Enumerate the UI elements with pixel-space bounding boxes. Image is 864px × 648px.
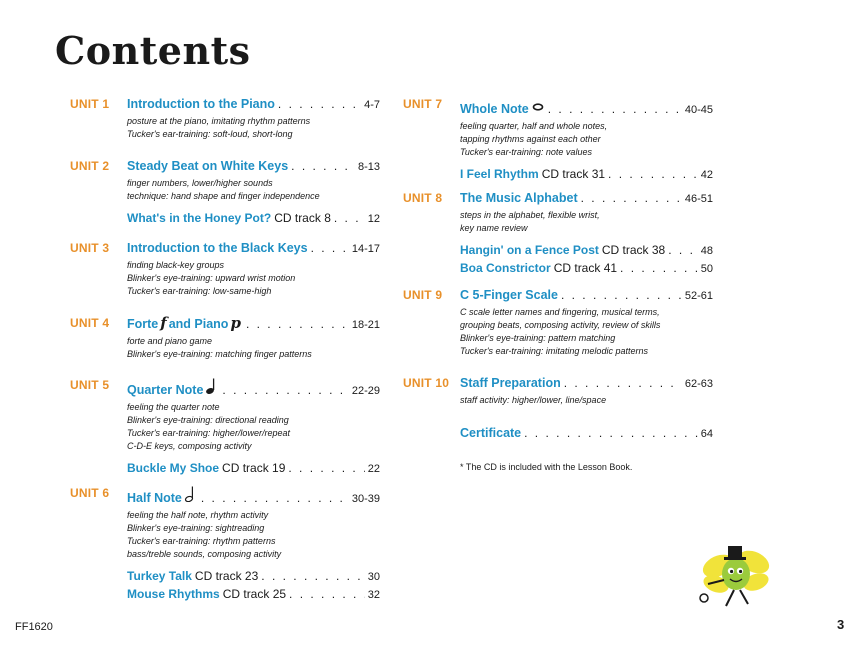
unit-description: feeling the quarter note Blinker's eye-training: directional reading Tucker's ear-training: higher/lower/repeat C-D-E keys, composing activity (127, 402, 290, 451)
page-number: 3 (837, 617, 845, 632)
unit-description: finger numbers, lower/higher sounds technique: hand shape and finger independence (127, 178, 320, 201)
unit-label: UNIT 9 (403, 288, 443, 302)
book-code: FF1620 (15, 621, 53, 633)
unit-description: staff activity: higher/lower, line/space (460, 395, 607, 405)
unit-label: UNIT 3 (70, 241, 110, 255)
unit-label: UNIT 6 (70, 486, 110, 500)
forte-symbol: f (160, 314, 167, 332)
unit-description: finding black-key groups Blinker's eye-training: upward wrist motion Tucker's ear-training: low-same-high (127, 260, 296, 296)
unit-title-link[interactable]: The Music Alphabet . . . 46-51 (460, 191, 713, 207)
piano-symbol: p (230, 314, 241, 332)
unit-description: posture at the piano, imitating rhythm patterns Tucker's ear-training: soft-loud, short-long (127, 116, 311, 139)
half-note-icon (184, 486, 198, 502)
unit-description: C scale letter names and fingering, musical terms, grouping beats, composing activity, review of skills Blinker's eye-training: pattern matching Tucker's ear-training: imitating melodic patterns (460, 307, 661, 356)
page-range: 46-51 (684, 193, 713, 205)
page-title: Contents (55, 28, 251, 73)
unit-label: UNIT 1 (70, 97, 110, 111)
whole-note-icon (531, 97, 545, 113)
page-range: 4-7 (364, 99, 380, 111)
unit-description: feeling the half note, rhythm activity Blinker's eye-training: sightreading Tucker's ear-training: rhythm patterns bass/treble sounds, composing activity (127, 510, 282, 559)
unit-label: UNIT 5 (70, 378, 110, 392)
unit-title-link[interactable]: Half Note . . . 30-39 (127, 486, 380, 507)
footnote: * The CD is included with the Lesson Book. (460, 462, 633, 472)
certificate-link[interactable]: Certificate . . . 64 (460, 426, 713, 442)
page-range: 18-21 (351, 319, 380, 331)
unit-title-link[interactable]: C 5-Finger Scale . . . 52-61 (460, 288, 713, 304)
unit-title-link[interactable]: Forte f and Piano p . . . 18-21 (127, 316, 380, 333)
unit-description: feeling quarter, half and whole notes, tapping rhythms against each other Tucker's ear-training: note values (460, 121, 608, 157)
unit-title-link[interactable]: Quarter Note . . . 22-29 (127, 378, 380, 399)
page-range: 30-39 (351, 493, 380, 505)
song-entry[interactable]: Hangin' on a Fence Post CD track 38 . . . 48 (460, 243, 713, 259)
page-range: 14-17 (351, 243, 380, 255)
page-range: 8-13 (357, 161, 380, 173)
page-range: 52-61 (684, 290, 713, 302)
unit-description: forte and piano game Blinker's eye-training: matching finger patterns (127, 336, 312, 359)
unit-label: UNIT 8 (403, 191, 443, 205)
song-entry[interactable]: Mouse Rhythms CD track 25 . . . 32 (127, 587, 380, 603)
unit-label: UNIT 4 (70, 316, 110, 330)
unit-label: UNIT 7 (403, 97, 443, 111)
unit-title-link[interactable]: Introduction to the Black Keys . . . 14-17 (127, 241, 380, 257)
song-entry[interactable]: Boa Constrictor CD track 41 . . . 50 (460, 261, 713, 277)
song-entry[interactable]: What's in the Honey Pot? CD track 8 . . . 12 (127, 211, 380, 227)
song-entry[interactable]: Turkey Talk CD track 23 . . . 30 (127, 569, 380, 585)
page-range: 62-63 (684, 378, 713, 390)
unit-title-link[interactable]: Whole Note . . . 40-45 (460, 97, 713, 118)
unit-label: UNIT 2 (70, 159, 110, 173)
unit-description: steps in the alphabet, flexible wrist, key name review (460, 210, 600, 233)
unit-label: UNIT 10 (403, 376, 450, 390)
page-range: 22-29 (351, 385, 380, 397)
unit-title-link[interactable]: Staff Preparation . . . 62-63 (460, 376, 713, 392)
song-entry[interactable]: I Feel Rhythm CD track 31 . . . 42 (460, 167, 713, 183)
page-range: 40-45 (684, 104, 713, 116)
unit-title-link[interactable]: Steady Beat on White Keys . . . 8-13 (127, 159, 380, 175)
quarter-note-icon (205, 378, 219, 394)
firefly-mascot-illustration (696, 540, 778, 612)
unit-title-link[interactable]: Introduction to the Piano . . . 4-7 (127, 97, 380, 113)
song-entry[interactable]: Buckle My Shoe CD track 19 . . . 22 (127, 461, 380, 477)
